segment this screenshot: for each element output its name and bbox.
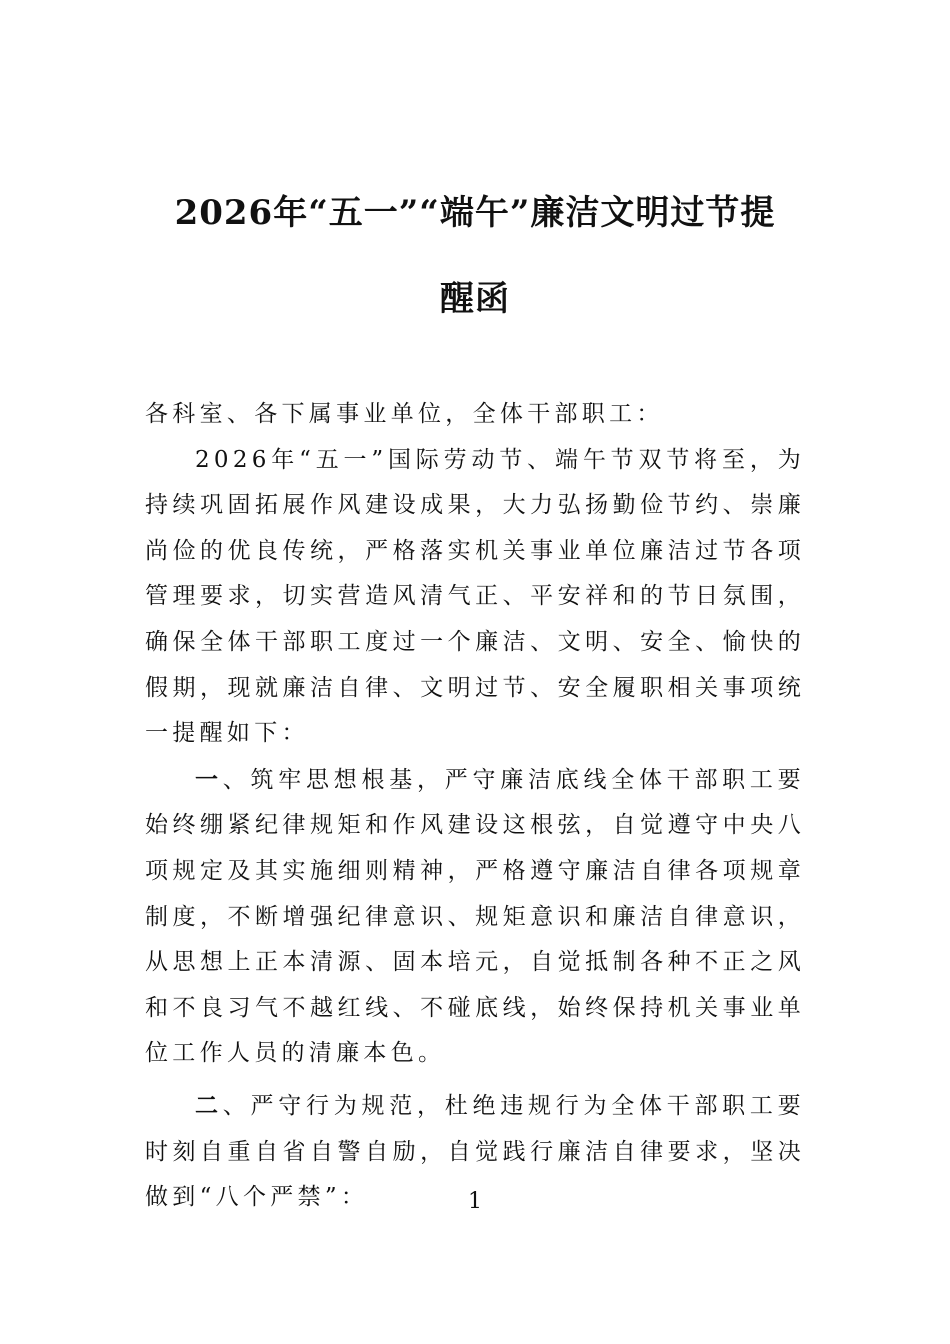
section-2-number: 二	[195, 1091, 223, 1119]
section-1-paragraph	[145, 757, 805, 1077]
section-1-text: 、筑牢思想根基，严守廉洁底线全体干部职工要始终绷紧纪律规矩和作风建设这根弦，自觉遵守中央八项规定及其实施细则精神，严格遵守廉洁自律各项规章制度，不断增强纪律意识、规矩意识和廉洁自律意识，从思想上正本清源、固本培元，自觉抵制各种不正之风和不良习气不越红线、不碰底线，始终保持机关事业单位工作人员的清廉本色。	[145, 766, 805, 1067]
intro-paragraph: 2026年“五一”国际劳动节、端午节双节将至，为持续巩固拓展作风建设成果，大力弘扬勤俭节约、崇廉尚俭的优良传统，严格落实机关事业单位廉洁过节各项管理要求，切实营造风清气正、平安祥和的节日氛围，确保全体干部职工度过一个廉洁、文明、安全、愉快的假期，现就廉洁自律、文明过节、安全履职相关事项统一提醒如下：	[145, 446, 805, 747]
section-1-number: 一	[195, 765, 223, 793]
title-line-1: 2026年“五一”“端午”廉洁文明过节提	[174, 193, 776, 233]
title-line-2: 醒函	[440, 279, 510, 319]
document-title	[145, 170, 805, 342]
document-body	[145, 392, 805, 1221]
salutation: 各科室、各下属事业单位，全体干部职工：	[145, 401, 664, 427]
section-2-text: 、严守行为规范，杜绝违规行为全体干部职工要时刻自重自省自警自励，自觉践行廉洁自律要求，坚决做到“八个严禁”：	[145, 1092, 805, 1211]
page-number: 1	[468, 1189, 482, 1214]
